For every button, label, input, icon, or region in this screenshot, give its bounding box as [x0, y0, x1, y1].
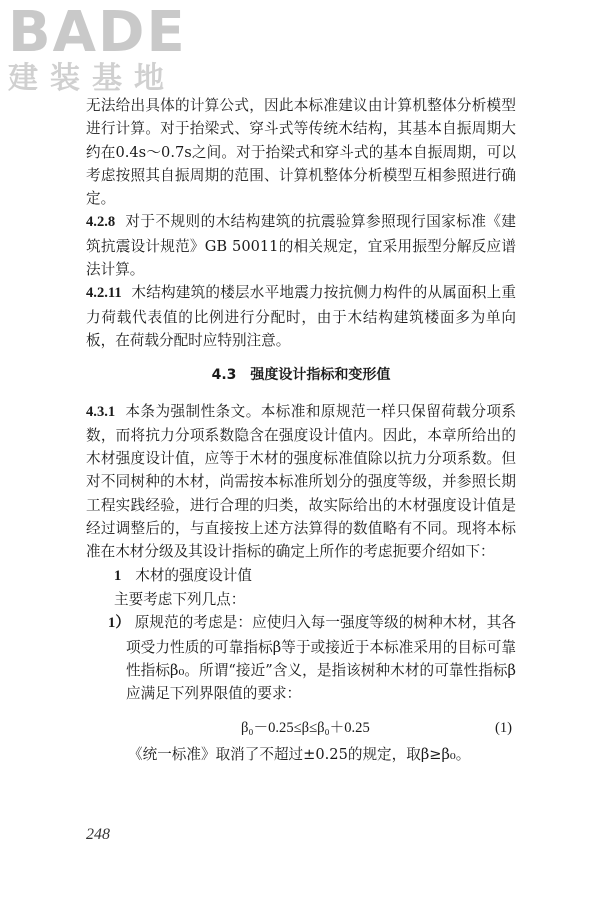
clause-4-2-11 [86, 281, 516, 352]
page-body [86, 94, 516, 767]
sub-item-1 [86, 611, 516, 705]
clause-text: 对于不规则的木结构建筑的抗震验算参照现行国家标准《建筑抗震设计规范》GB 50011的相关规定，宜采用振型分解反应谱法计算。 [86, 213, 516, 279]
page-number: 248 [86, 826, 110, 843]
item-title: 木材的强度设计值 [135, 566, 252, 584]
clause-4-3-1 [86, 400, 516, 564]
item-number: 1 [114, 567, 122, 584]
formula-number: (1) [494, 720, 512, 737]
item-1-intro: 主要考虑下列几点： [114, 590, 246, 608]
formula-expression: β₀－0.25≤β≤β₀＋0.25 [241, 720, 370, 737]
watermark [8, 0, 187, 96]
watermark-logo: BADE [8, 0, 187, 65]
section-title: 4.3 强度设计指标和变形值 [211, 367, 391, 384]
watermark-subtitle: 建装基地 [8, 61, 176, 96]
formula-1 [86, 715, 516, 743]
sub-item-number: 1） [108, 615, 131, 632]
clause-number: 4.2.11 [86, 285, 122, 302]
clause-text: 本条为强制性条文。本标准和原规范一样只保留荷载分项系数，而将抗力分项系数隐含在强度设计值内。因此，本章所给出的木材强度设计值，应等于木材的强度标准值除以抗力分项系数。但对不同树种的木材，尚需按本标准所划分的强度等级，并参照长期工程实践经验，进行合理的归类，故实际给出的木材强度设计值是经过调整后的，与直接按上述方法算得的数值略有不同。现将本标准在木材分级及其设计指标的确定上所作的考虑扼要介绍如下： [86, 402, 516, 561]
item-1-heading [86, 564, 516, 588]
sub-item-text: 原规范的考虑是：应使归入每一强度等级的树种木材，其各项受力性质的可靠指标β等于或接近于本标准采用的目标可靠性指标β₀。所谓“接近”含义，是指该树种木材的可靠性指标β应满足下列界限值的要求： [126, 614, 516, 703]
clause-number: 4.2.8 [86, 214, 116, 231]
clause-4-2-8 [86, 210, 516, 281]
paragraph-after-formula: 《统一标准》取消了不超过±0.25的规定，取β≥β₀。 [128, 746, 471, 764]
paragraph-intro: 无法给出具体的计算公式，因此本标准建议由计算机整体分析模型进行计算。对于抬梁式、穿斗式等传统木结构，其基本自振周期大约在0.4s～0.7s之间。对于抬梁式和穿斗式的基本自振周期，可以考虑按照其自振周期的范围、计算机整体分析模型互相参照进行确定。 [86, 97, 516, 208]
clause-text: 木结构建筑的楼层水平地震力按抗侧力构件的从属面积上重力荷载代表值的比例进行分配时，由于木结构建筑楼面多为单向板，在荷载分配时应特别注意。 [86, 284, 516, 349]
clause-number: 4.3.1 [86, 403, 116, 420]
